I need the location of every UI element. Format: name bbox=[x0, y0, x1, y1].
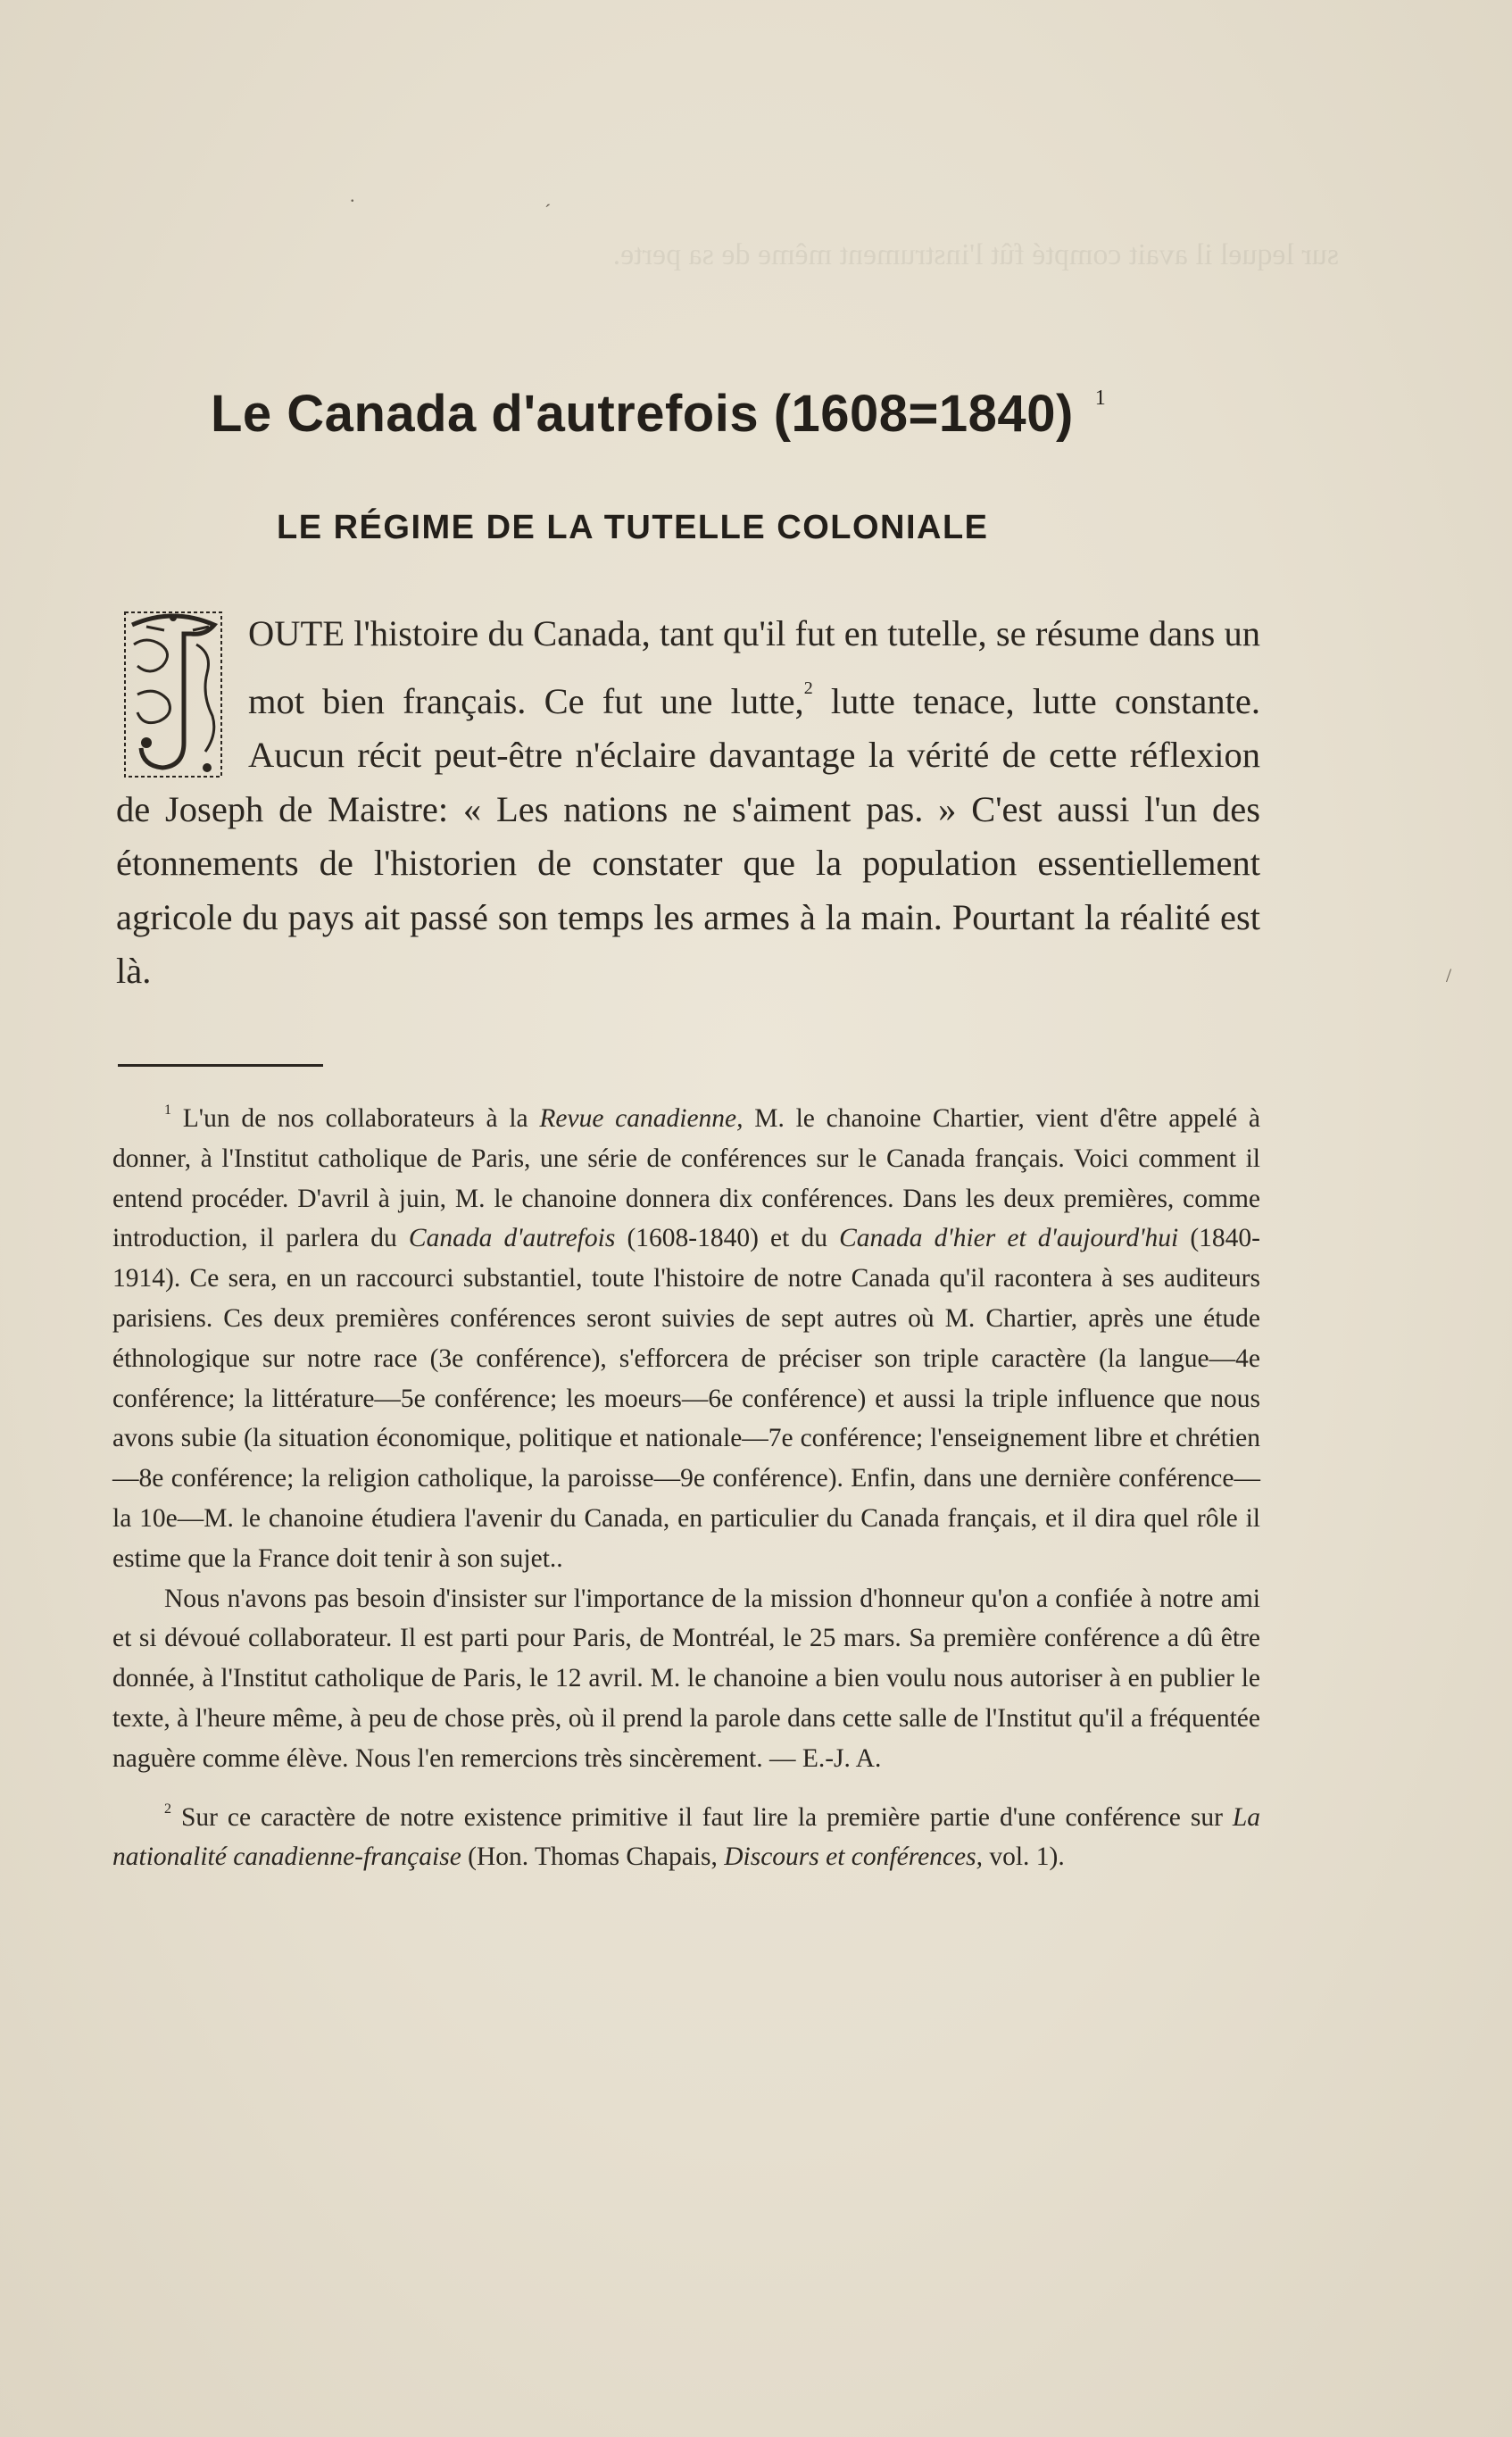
article-title-text: Le Canada d'autrefois (1608=1840) bbox=[211, 385, 1074, 443]
article-title bbox=[211, 384, 1246, 444]
paragraph-text-continued: lutte tenace, lutte constante. Aucun récit peut-être n'éclaire davantage la vérité de cette réflexion de Joseph de Maistre: « Les nations ne s'aiment pas. » C'est aussi l'un des étonnements de l'historien de constater que la population essentiellement agricole du pays ait passé son temps les armes à la main. Pourtant la réalité est là. bbox=[116, 680, 1260, 991]
footnote-2-italic: La nationalité canadienne-française bbox=[112, 1802, 1261, 1872]
footnote-1-italic: Canada d'hier et d'aujourd'hui bbox=[839, 1224, 1179, 1253]
bleed-line: sur lequel il avait compté fût l'instrument même de sa perte. bbox=[612, 238, 1339, 271]
footnote-2-text: Sur ce caractère de notre existence primitive il faut lire la première partie d'une conférence sur bbox=[180, 1802, 1233, 1832]
footnote-2-italic: Discours et conférences, bbox=[724, 1842, 983, 1872]
footnote-2-text: (Hon. Thomas Chapais, bbox=[461, 1842, 725, 1872]
footnote-1-italic: Canada d'autrefois bbox=[408, 1224, 616, 1253]
footnote-2-text: vol. 1). bbox=[982, 1842, 1065, 1872]
speck: / bbox=[1446, 964, 1452, 986]
footnote-rule bbox=[118, 1064, 323, 1067]
footnote-1-text: L'un de nos collaborateurs à la bbox=[182, 1104, 540, 1133]
speck: ´ bbox=[544, 200, 552, 222]
paragraph-text: OUTE l'histoire du Canada, tant qu'il fut en tutelle, se résume dans un mot bien français. Ce fut une lutte, bbox=[248, 613, 1260, 721]
footnote-1-text: M. le chanoine Chartier, vient d'être appelé à donner, à l'Institut catholique de Paris, une série de conférences sur le Canada français. Voici comment il entend procéder. D'avril à juin, M. le chanoine donnera dix conférences. Dans les deux premières, comme introduction, il parlera du bbox=[112, 1104, 1261, 1253]
footnote-1-italic: Revue canadienne, bbox=[539, 1104, 744, 1133]
footnote-1-text: (1840-1914). Ce sera, en un raccourci substantiel, toute l'histoire de notre Canada qu'il racontera à ses auditeurs parisiens. Ces deux premières conférences seront suivies de sept autres où M. Chartier, après une étude éthnologique sur notre race (3e conférence), s'efforcera de préciser son triple caractère (la langue—4e conférence; la littérature—5e conférence; les moeurs—6e conférence) et aussi la triple influence que nous avons subie (la situation économique, politique et nationale—7e conférence; l'enseignement libre et chrétien—8e conférence; la religion catholique, la paroisse—9e conférence). Enfin, dans une dernière conférence—la 10e—M. le chanoine étudiera l'avenir du Canada, en particulier du Canada français, et il dira quel rôle il estime que la France doit tenir à son sujet.. bbox=[112, 1224, 1260, 1573]
footnote-1 bbox=[112, 1091, 1260, 1579]
ornamental-dropcap-icon bbox=[120, 609, 227, 780]
article-subtitle: LE RÉGIME DE LA TUTELLE COLONIALE bbox=[277, 509, 989, 546]
main-paragraph bbox=[116, 607, 1260, 999]
title-footnote-ref: 1 bbox=[1094, 387, 1107, 410]
footnote-2 bbox=[112, 1790, 1260, 1878]
footnote-1-continued: Nous n'avons pas besoin d'insister sur l'importance de la mission d'honneur qu'on a confiée à notre ami et si dévoué collaborateur. Il est parti pour Paris, de Montréal, le 25 mars. Sa première conférence a dû être donnée, à l'Institut catholique de Paris, le 12 avril. M. le chanoine a bien voulu nous autoriser à en publier le texte, à l'heure même, à peu de chose près, où il prend la parole dans cette salle de l'Institut qu'il a fréquentée naguère comme élève. Nous l'en remercions très sincèrement. — E.-J. A. bbox=[112, 1584, 1260, 1773]
speck: . bbox=[350, 184, 355, 206]
footnote-1-text: (1608-1840) et du bbox=[615, 1224, 840, 1253]
footnote-1-number: 1 bbox=[164, 1102, 171, 1118]
body-footnote-ref: 2 bbox=[803, 678, 813, 698]
footnote-2-number: 2 bbox=[164, 1801, 171, 1817]
footnotes bbox=[112, 1091, 1260, 1877]
